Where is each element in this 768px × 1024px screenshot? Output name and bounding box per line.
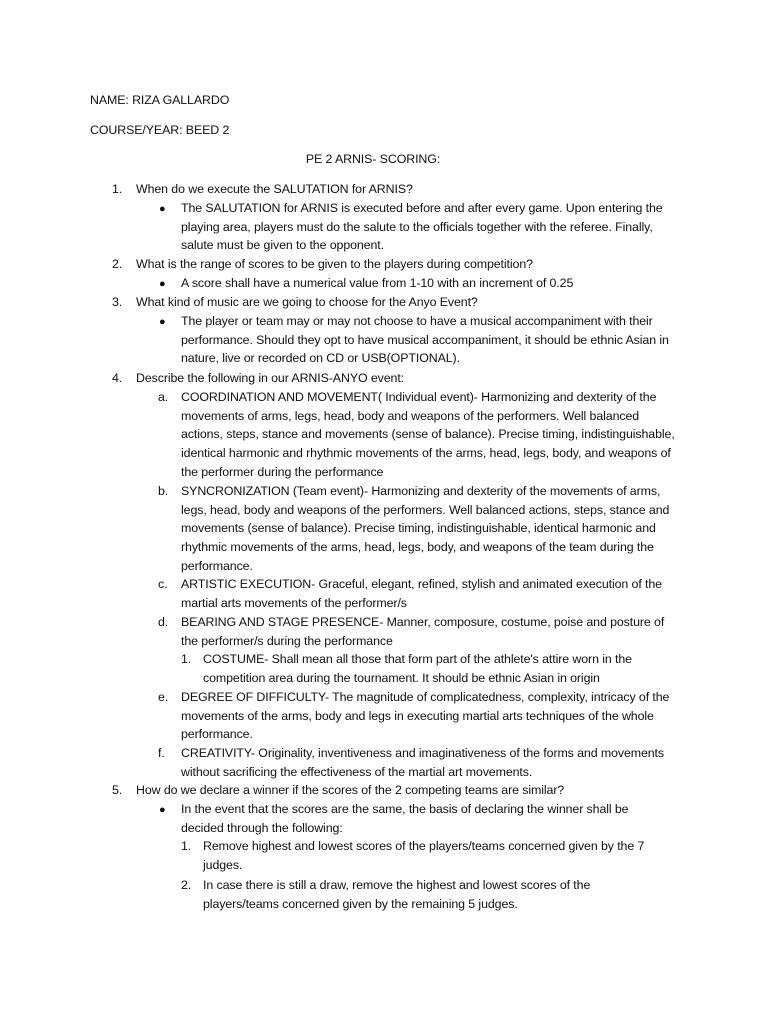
item-4b-text: SYNCRONIZATION (Team event)- Harmonizing and dexterity of the movements of arms, legs, head, body and weapons of the performers. Well balanced actions, steps, stance and movements (sense of balance). Precise timing, indistinguishable, identical harmonic and rhythmic movements of the arms, head, legs, body, and weapons of the team during the performance. [181, 484, 670, 573]
question-2-text: What is the range of scores to be given to the players during competition? [136, 257, 533, 271]
question-5-text: How do we declare a winner if the scores of the 2 competing teams are similar? [136, 783, 565, 797]
step-5-2-text: In case there is still a draw, remove the highest and lowest scores of the players/teams concerned given by the remaining 5 judges. [203, 878, 591, 911]
item-4b-letter: b. [158, 484, 169, 498]
step-5-2-number: 2. [181, 878, 192, 892]
question-1-text: When do we execute the SALUTATION for ARNIS? [136, 182, 413, 196]
bullet-icon: ● [159, 804, 166, 816]
step-5-1-text: Remove highest and lowest scores of the players/teams concerned given by the 7 judges. [203, 839, 645, 872]
document-title: PE 2 ARNIS- SCORING: [305, 152, 441, 166]
question-5-number: 5. [112, 783, 123, 797]
question-1-number: 1. [112, 182, 123, 196]
question-3-text: What kind of music are we going to choose for the Anyo Event? [136, 295, 478, 309]
item-4d-sub-number: 1. [181, 652, 192, 666]
answer-2-text: A score shall have a numerical value from 1-10 with an increment of 0.25 [181, 276, 574, 290]
item-4a-text: COORDINATION AND MOVEMENT( Individual event)- Harmonizing and dexterity of the movements of arms, legs, head, body and weapons of the performers. Well balanced actions, steps, stance and movements (sense of balance). Precise timing, indistinguishable, identical harmonic and rhythmic movements of the arms, head, legs, body, and weapons of the performer during the performance [181, 390, 675, 479]
item-4f-text: CREATIVITY- Originality, inventiveness and imaginativeness of the forms and movements without sacrificing the effectiveness of the martial art movements. [181, 746, 664, 779]
item-4d-text: BEARING AND STAGE PRESENCE- Manner, composure, costume, poise and posture of the performer/s during the performance [181, 615, 665, 648]
bullet-icon: ● [159, 316, 166, 328]
student-name: NAME: RIZA GALLARDO [90, 93, 230, 107]
question-4-number: 4. [112, 371, 123, 385]
item-4d-letter: d. [158, 615, 169, 629]
question-3-number: 3. [112, 295, 123, 309]
item-4c-text: ARTISTIC EXECUTION- Graceful, elegant, refined, stylish and animated execution of the martial arts movements of the performer/s [181, 577, 662, 610]
item-4e-letter: e. [158, 690, 169, 704]
item-4f-letter: f. [158, 746, 165, 760]
answer-1-text: The SALUTATION for ARNIS is executed before and after every game. Upon entering the playing area, players must do the salute to the officials together with the referee. Finally, salute must be given to the opponent. [181, 201, 663, 253]
item-4a-letter: a. [158, 390, 169, 404]
item-4c-letter: c. [158, 577, 168, 591]
item-4d-sub-text: COSTUME- Shall mean all those that form part of the athlete's attire worn in the competition area during the tournament. It should be ethnic Asian in origin [203, 652, 632, 685]
item-4e-text: DEGREE OF DIFFICULTY- The magnitude of complicatedness, complexity, intricacy of the movements of the arms, body and legs in executing martial arts techniques of the whole performance. [181, 690, 670, 742]
answer-3-text: The player or team may or may not choose to have a musical accompaniment with their performance. Should they opt to have musical accompaniment, it should be ethnic Asian in nature, live or recorded on CD or USB(OPTIONAL). [181, 314, 669, 366]
question-2-number: 2. [112, 257, 123, 271]
question-4-text: Describe the following in our ARNIS-ANYO event: [136, 371, 405, 385]
bullet-icon: ● [159, 203, 166, 215]
step-5-1-number: 1. [181, 839, 192, 853]
course-year: COURSE/YEAR: BEED 2 [90, 123, 230, 137]
answer-5-text: In the event that the scores are the same, the basis of declaring the winner shall be decided through the following: [181, 802, 629, 835]
bullet-icon: ● [159, 278, 166, 290]
